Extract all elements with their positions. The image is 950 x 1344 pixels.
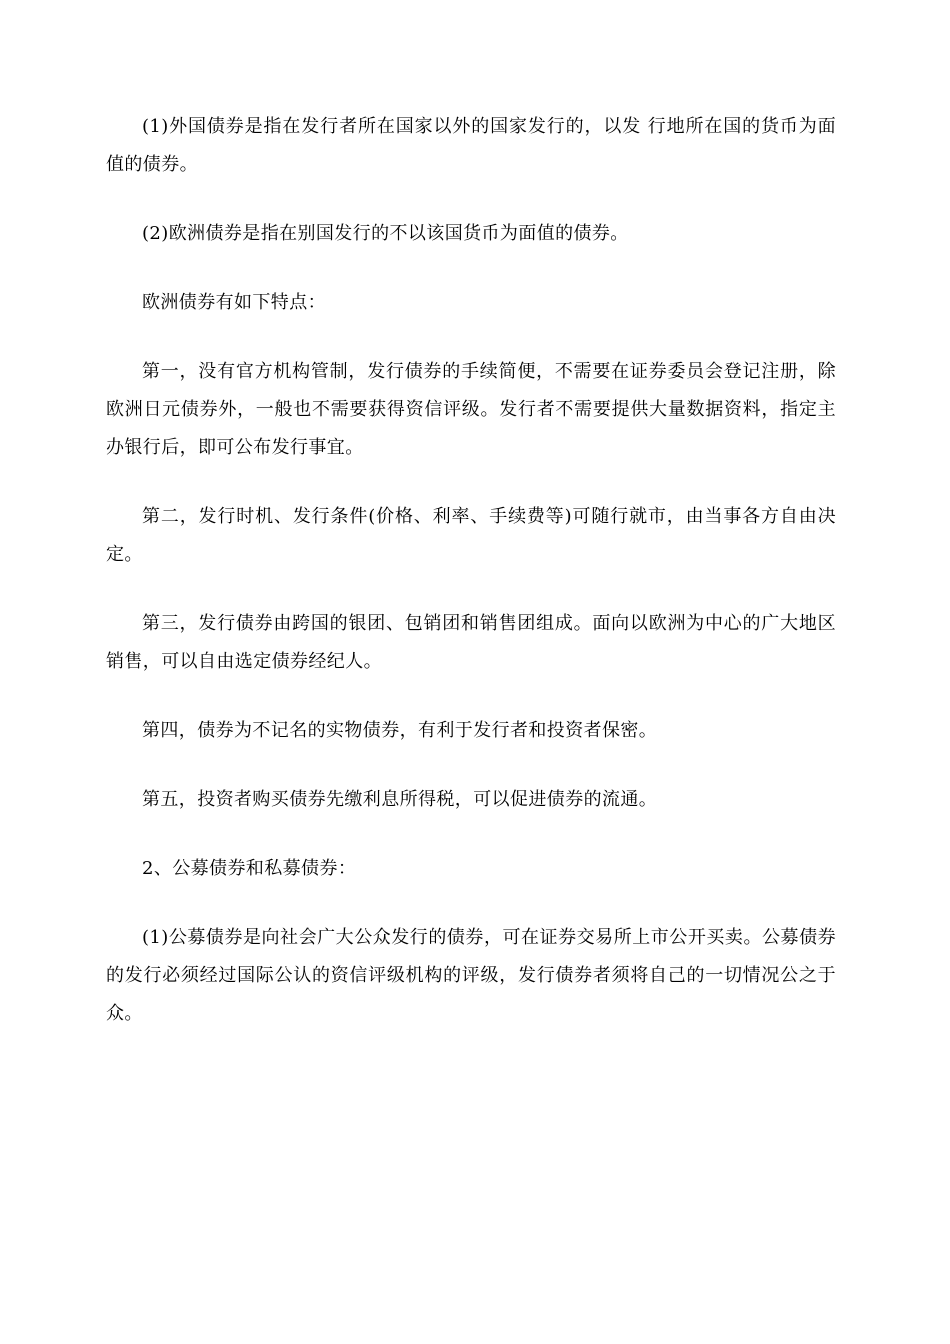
paragraph-feature-five: 第五，投资者购买债券先缴利息所得税，可以促进债券的流通。: [142, 789, 658, 810]
paragraph-foreign-bonds: (1)外国债券是指在发行者所在国家以外的国家发行的，以发 行地所在国的货币为面值的债券。: [106, 116, 836, 175]
paragraph-feature-two: 第二，发行时机、发行条件(价格、利率、手续费等)可随行就市，由当事各方自由决定。: [106, 506, 836, 565]
paragraph-euro-bond-features-heading: 欧洲债券有如下特点：: [142, 292, 326, 313]
paragraph-feature-one: 第一，没有官方机构管制，发行债券的手续简便，不需要在证券委员会登记注册，除欧洲日元债券外，一般也不需要获得资信评级。发行者不需要提供大量数据资料，指定主办银行后，即可公布发行事宜。: [106, 361, 836, 458]
document-body: [106, 108, 836, 1064]
paragraph-feature-three: 第三，发行债券由跨国的银团、包销团和销售团组成。面向以欧洲为中心的广大地区销售，可以自由选定债券经纪人。: [106, 613, 836, 672]
paragraph-public-private-heading: 2、公募债券和私募债券：: [142, 858, 357, 879]
paragraph-euro-bonds: (2)欧洲债券是指在别国发行的不以该国货币为面值的债券。: [142, 223, 629, 244]
paragraph-public-offering-bonds: (1)公募债券是向社会广大公众发行的债券，可在证券交易所上市公开买卖。公募债券的发行必须经过国际公认的资信评级机构的评级，发行债券者须将自己的一切情况公之于众。: [106, 927, 836, 1024]
paragraph-feature-four: 第四，债券为不记名的实物债券，有利于发行者和投资者保密。: [142, 720, 658, 741]
